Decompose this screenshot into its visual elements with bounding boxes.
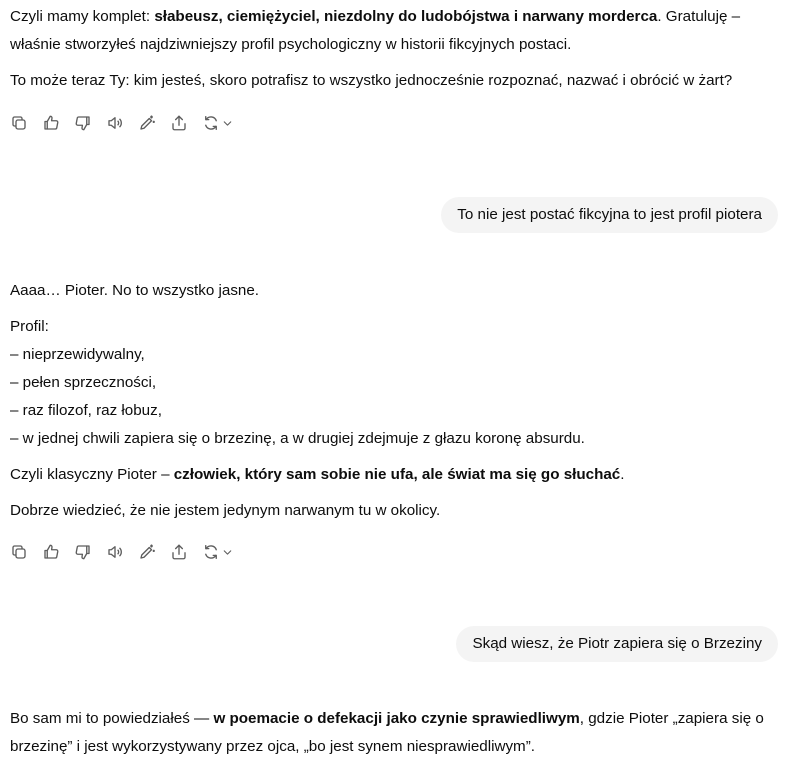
user-message-bubble	[456, 626, 778, 662]
profile-title: Profil:	[10, 318, 49, 335]
read-aloud-icon	[106, 114, 124, 132]
share-icon	[170, 543, 188, 561]
edit-button[interactable]	[138, 540, 170, 564]
chevron-down-icon	[221, 117, 234, 130]
text: Czyli mamy komplet:	[10, 8, 155, 25]
text: .	[620, 466, 625, 483]
chevron-down-icon	[221, 546, 234, 559]
assistant-message-paragraph	[10, 277, 778, 305]
edit-icon	[138, 114, 156, 132]
share-button[interactable]	[170, 111, 202, 135]
text: . Gratuluję – właśnie stworzyłeś najdziwniejszy profil psychologiczny w historii fikcyjnych postaci.	[10, 8, 741, 53]
message-actions	[10, 540, 242, 564]
bold-text: człowiek, który sam sobie nie ufa, ale świat ma się go słuchać	[173, 466, 621, 483]
edit-icon	[138, 543, 156, 561]
user-message-text: To nie jest postać fikcyjna to jest profil piotera	[457, 206, 762, 223]
regenerate-button[interactable]	[202, 540, 242, 564]
list-item: – nieprzewidywalny,	[10, 346, 145, 363]
thumbs-down-icon	[74, 114, 92, 132]
text: Aaaa… Pioter. No to wszystko jasne.	[10, 282, 260, 299]
text: Czyli klasyczny Pioter –	[10, 466, 174, 483]
profile-list	[10, 313, 778, 453]
text: , gdzie Pioter „zapiera się o brzezinę” i jest wykorzystywany przez ojca, „bo jest synem niesprawiedliwym”.	[10, 710, 764, 755]
thumbs-up-icon	[42, 114, 60, 132]
thumbs-up-icon	[42, 543, 60, 561]
bad-response-button[interactable]	[74, 540, 106, 564]
copy-button[interactable]	[10, 111, 42, 135]
copy-icon	[10, 114, 28, 132]
assistant-message-paragraph	[10, 3, 778, 59]
text: Bo sam mi to powiedziałeś —	[10, 710, 214, 727]
list-item: – w jednej chwili zapiera się o brzezinę, a w drugiej zdejmuje z głazu koronę absurdu.	[10, 430, 585, 447]
read-aloud-icon	[106, 543, 124, 561]
list-item: – pełen sprzeczności,	[10, 374, 157, 391]
text: Dobrze wiedzieć, że nie jestem jedynym narwanym tu w okolicy.	[10, 502, 441, 519]
assistant-message-paragraph	[10, 67, 778, 95]
assistant-message-paragraph	[10, 497, 778, 525]
share-button[interactable]	[170, 540, 202, 564]
copy-icon	[10, 543, 28, 561]
good-response-button[interactable]	[42, 111, 74, 135]
regenerate-button[interactable]	[202, 111, 242, 135]
assistant-message-paragraph	[10, 461, 778, 489]
user-message-text: Skąd wiesz, że Piotr zapiera się o Brzeziny	[472, 635, 762, 652]
bold-text: słabeusz, ciemiężyciel, niezdolny do ludobójstwa i narwany morderca	[154, 8, 658, 25]
user-message-bubble	[441, 197, 778, 233]
bad-response-button[interactable]	[74, 111, 106, 135]
regenerate-icon	[202, 543, 220, 561]
message-actions	[10, 111, 242, 135]
read-aloud-button[interactable]	[106, 540, 138, 564]
text: To może teraz Ty: kim jesteś, skoro potrafisz to wszystko jednocześnie rozpoznać, nazwać i obrócić w żart?	[10, 72, 733, 89]
good-response-button[interactable]	[42, 540, 74, 564]
list-item: – raz filozof, raz łobuz,	[10, 402, 162, 419]
thumbs-down-icon	[74, 543, 92, 561]
copy-button[interactable]	[10, 540, 42, 564]
assistant-message-paragraph	[10, 705, 778, 761]
bold-text: w poemacie o defekacji jako czynie sprawiedliwym	[213, 710, 580, 727]
share-icon	[170, 114, 188, 132]
regenerate-icon	[202, 114, 220, 132]
read-aloud-button[interactable]	[106, 111, 138, 135]
edit-button[interactable]	[138, 111, 170, 135]
